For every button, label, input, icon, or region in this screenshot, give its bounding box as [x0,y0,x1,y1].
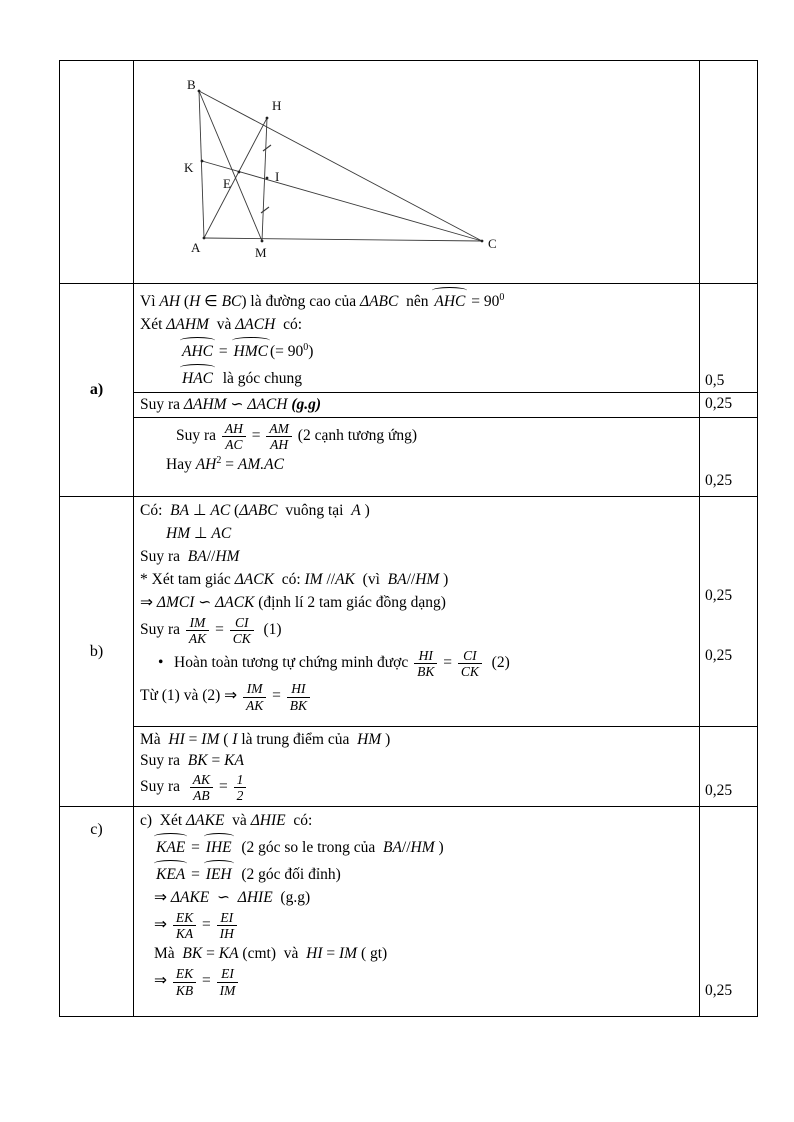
score-a1-cell [700,284,758,393]
score-b1-bottom: 0,25 [705,647,733,664]
score-c-cell [700,807,758,1017]
svg-text:K: K [184,160,194,175]
part-a-row-3 [60,418,758,497]
figure-row [60,61,758,284]
score-a3-cell [700,418,758,497]
score-a1: 0,5 [705,372,725,389]
svg-text:E: E [223,176,231,191]
score-c: 0,25 [705,982,733,1000]
part-a-step-3: Suy ra $\frac{AH}{AC}$ = $\frac{AM}{AH}$ (2 cạnh tương ứng) Hay $AH^2 = AM.AC$ [134,418,700,497]
part-a-row-1 [60,284,758,393]
part-b-step-2: Mà HI = IM ( I là trung điểm của HM ) Suy ra BK = KA Suy ra $\frac{AK}{AB}$ = $\frac{1}{2}$ [134,727,700,807]
svg-text:H: H [272,98,282,113]
score-a2: 0,25 [705,395,733,412]
svg-text:C: C [488,236,497,251]
part-c-label: c) [60,807,134,1017]
part-b-step-1: Có: BA ⊥ AC (ΔABC vuông tại A ) HM ⊥ AC Suy ra BA//HM * Xét tam giác ΔACK có: IM //AK (vì BA//HM ) ⇒ ΔMCI ∽ ΔACK (định lí 2 tam giác đồng dạng) Suy ra $\frac{IM}{AK}$ = $\frac{CI}{CK}$ (1) • Hoàn toàn tương tự chứng minh được $\frac{HI}{BK}$ = $\frac{CI}{CK}$ (2) Từ (1) và (2) ⇒ $\frac{IM}{AK}$ = $\frac{HI}{BK}$ [134,497,700,727]
part-c-row [60,807,758,1017]
score-b1-top: 0,25 [705,587,733,604]
score-b2: 0,25 [705,782,733,800]
svg-text:I: I [275,169,280,184]
part-a-step-1: Vì AH (H ∈ BC) là đường cao của ΔABC nên AHC = $90^0$ Xét ΔAHM và ΔACH có: AHC = HMC (= $90^0$) HAC là góc chung [134,284,700,393]
score-b2-cell [700,727,758,807]
part-a-step-2: Suy ra ΔAHM ∽ ΔACH (g.g) [134,393,700,418]
svg-text:A: A [191,240,201,255]
svg-text:B: B [187,77,196,92]
part-b-row-2 [60,727,758,807]
solution-table [59,60,758,1017]
geometry-figure [134,61,687,278]
score-b1-cell [700,497,758,727]
part-c-step-1: c) Xét ΔAKE và ΔHIE có: KAE = IHE (2 góc so le trong của BA//HM ) KEA = IEH (2 góc đối đỉnh) ⇒ ΔAKE ∽ ΔHIE (g.g) ⇒ $\frac{EK}{KA}$ = $\frac{EI}{IH}$ Mà BK = KA (cmt) và HI = IM ( gt) ⇒ $\frac{EK}{KB}$ = $\frac{EI}{IM}$ [134,807,700,1017]
score-a3: 0,25 [705,472,733,489]
part-b-label: b) [60,497,134,807]
part-a-row-2 [60,393,758,418]
figure-row-label-cell [60,61,134,284]
part-a-label: a) [60,284,134,497]
score-a2-cell [700,393,758,418]
svg-text:M: M [255,245,267,260]
figure-row-score-cell [700,61,758,284]
figure-cell [134,61,700,284]
part-b-row-1 [60,497,758,727]
